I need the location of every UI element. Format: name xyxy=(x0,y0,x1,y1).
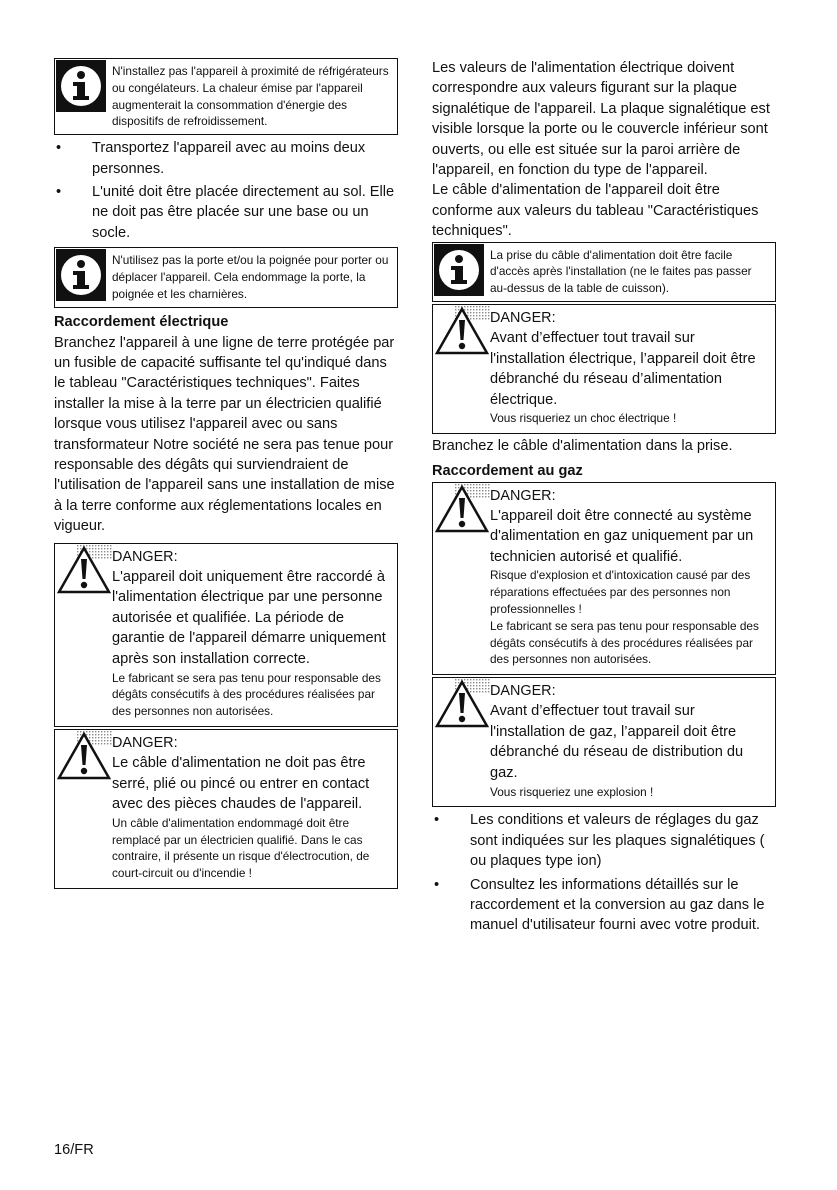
warning-triangle-icon xyxy=(56,731,112,781)
danger-body: L'appareil doit être connecté au système d'alimentation en gaz uniquement par un technicien autorisé et qualifié. xyxy=(490,507,754,565)
danger-note: Vous risqueriez une explosion ! xyxy=(490,784,654,799)
bullet-text: Transportez l'appareil avec au moins deux personnes. xyxy=(92,140,366,177)
danger-note: Le fabricant se sera pas tenu pour responsable des dégâts consécutifs à des procédures réalisées par des personnes non autorisées. xyxy=(490,618,759,667)
info-note-text: N'installez pas l'appareil à proximité de réfrigérateurs ou congélateurs. La chaleur émise par l'appareil augmenterait la consommation d'énergie des dispositifs de refroidissement. xyxy=(112,64,389,129)
warning-triangle-icon xyxy=(434,484,490,534)
section-heading-electrical: Raccordement électrique xyxy=(54,313,229,330)
bullet-dot: • xyxy=(56,140,62,157)
danger-warning-cable xyxy=(54,729,398,889)
danger-title: DANGER: xyxy=(490,487,556,504)
danger-body: Avant d’effectuer tout travail sur l'installation électrique, l’appareil doit être débranché du réseau d’alimentation électrique. xyxy=(490,330,756,408)
danger-title: DANGER: xyxy=(112,548,178,565)
electrical-paragraph: Branchez l'appareil à une ligne de terre protégée par un fusible de capacité suffisante tel qu'indiqué dans le tableau "Caractéristiques techniques". Faites installer la mise à la terre par un électricien qualifié lorsque vous utilisez l'appareil avec ou sans transformateur Notre société ne sera pas tenue pour responsable des dégâts qui surviendraient de l'utilisation de l'appareil sans une installation de mise à la terre conforme aux réglementations locales en vigueur. xyxy=(54,334,395,535)
danger-note: Vous risqueriez un choc électrique ! xyxy=(490,411,677,426)
bullet-dot: • xyxy=(434,812,440,829)
cable-conformity-paragraph: Le câble d'alimentation de l'appareil doit être conforme aux valeurs du tableau "Caractéristiques techniques". xyxy=(432,182,759,240)
info-icon xyxy=(56,60,106,112)
bullet-item xyxy=(432,875,776,936)
bullet-item xyxy=(432,810,776,871)
warning-triangle-icon xyxy=(434,679,490,729)
page-number: 16/FR xyxy=(54,1142,94,1158)
danger-title: DANGER: xyxy=(490,310,556,327)
danger-warning-gas-work xyxy=(432,677,776,807)
danger-title: DANGER: xyxy=(112,735,178,752)
danger-body: Le câble d'alimentation ne doit pas être serré, plié ou pincé ou entrer en contact avec des pièces chaudes de l'appareil. xyxy=(112,755,370,813)
section-heading-gas: Raccordement au gaz xyxy=(432,462,583,479)
info-icon xyxy=(434,244,484,296)
danger-warning-authorized xyxy=(54,543,398,727)
warning-triangle-icon xyxy=(434,306,490,356)
danger-body: L'appareil doit uniquement être raccordé à l'alimentation électrique par une personne autorisée et qualifiée. La période de garantie de l'appareil démarre uniquement après son installation correcte. xyxy=(112,568,386,668)
danger-note: Un câble d'alimentation endommagé doit être remplacé par un électricien qualifié. Dans le cas contraire, il présente un risque d'électrocution, de court-circuit ou d'incendie ! xyxy=(112,815,370,881)
bullet-text: Les conditions et valeurs de réglages du gaz sont indiquées sur les plaques signalétiques ( ou plaques type ion) xyxy=(470,812,765,870)
plug-in-paragraph: Branchez le câble d'alimentation dans la prise. xyxy=(432,438,733,455)
info-note-fridge xyxy=(54,58,398,135)
bullet-dot: • xyxy=(56,184,62,200)
warning-triangle-icon xyxy=(56,545,112,595)
left-column xyxy=(54,58,398,891)
right-column xyxy=(432,58,776,936)
info-note-text: La prise du câble d'alimentation doit être facile d'accès après l'installation (ne le faites pas passer au-dessus de la table de cuisson). xyxy=(490,247,752,296)
danger-warning-gas-technician xyxy=(432,482,776,676)
danger-note: Le fabricant se sera pas tenu pour responsable des dégâts consécutifs à des procédures réalisées par des personnes non autorisées. xyxy=(112,670,381,719)
bullet-text: L'unité doit être placée directement au sol. Elle ne doit pas être placée sur une base ou un socle. xyxy=(92,184,395,241)
danger-body: Avant d’effectuer tout travail sur l'installation de gaz, l’appareil doit être débranché du réseau de distribution du gaz. xyxy=(490,703,744,781)
bullet-text: Consultez les informations détaillés sur le raccordement et la conversion au gaz dans le manuel d'utilisateur fourni avec votre produit. xyxy=(470,876,765,934)
supply-values-paragraph: Les valeurs de l'alimentation électrique doivent correspondre aux valeurs figurant sur la plaque signalétique de l'appareil. La plaque signalétique est visible lorsque la porte ou le couvercle inférieur sont ouverts, ou elle est située sur la paroi arrière de l'appareil, en fonction du type de l'appareil. xyxy=(432,60,770,179)
danger-warning-electrical-work xyxy=(432,304,776,434)
bullet-item xyxy=(54,138,398,179)
bullet-dot: • xyxy=(434,876,440,893)
info-note-door xyxy=(54,247,398,307)
bullet-item xyxy=(54,182,398,243)
info-note-plug xyxy=(432,242,776,302)
info-note-text: N'utilisez pas la porte et/ou la poignée pour porter ou déplacer l'appareil. Cela endommage la porte, la poignée et les charnières. xyxy=(112,253,389,301)
info-icon xyxy=(56,249,106,301)
danger-note: Risque d'explosion et d'intoxication causé par des réparations effectuées par des personnes non professionnelles ! xyxy=(490,568,751,616)
danger-title: DANGER: xyxy=(490,683,556,700)
